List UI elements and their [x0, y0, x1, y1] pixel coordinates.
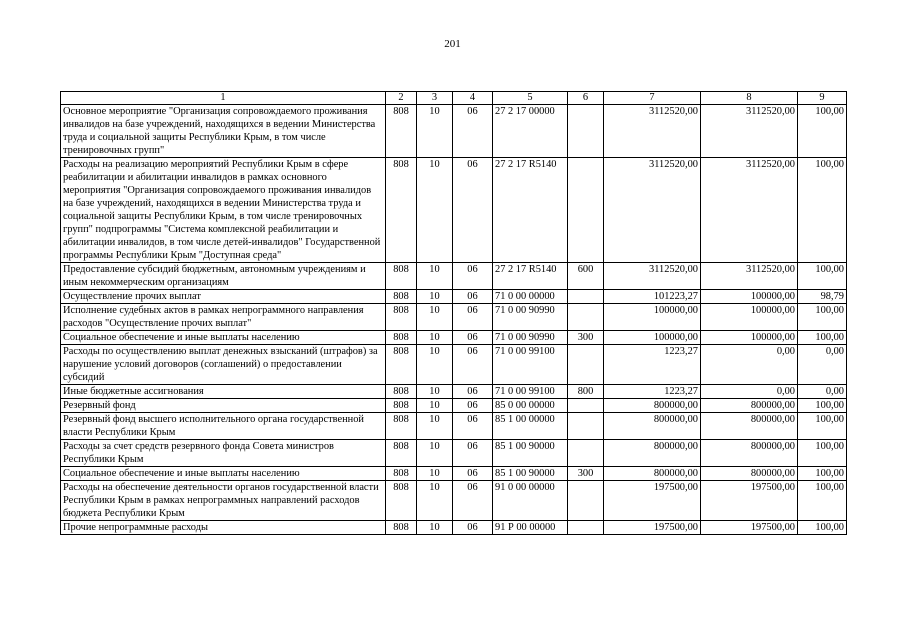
table-row [61, 413, 847, 440]
executed-amount-cell: 3112520,00 [701, 158, 798, 263]
executed-amount-cell: 100000,00 [701, 331, 798, 345]
target-article-cell: 85 0 00 00000 [493, 399, 568, 413]
plan-amount-cell: 101223,27 [604, 290, 701, 304]
section-code-cell: 10 [417, 413, 453, 440]
header-row [61, 92, 847, 105]
table-row [61, 304, 847, 331]
plan-amount-cell: 100000,00 [604, 331, 701, 345]
target-article-cell: 91 0 00 00000 [493, 481, 568, 521]
table-row [61, 467, 847, 481]
plan-amount-cell: 197500,00 [604, 521, 701, 535]
percent-cell: 98,79 [798, 290, 847, 304]
grbs-code-cell: 808 [386, 467, 417, 481]
expense-type-cell [568, 158, 604, 263]
table-body [61, 105, 847, 535]
executed-amount-cell: 800000,00 [701, 467, 798, 481]
expense-type-cell [568, 440, 604, 467]
percent-cell: 100,00 [798, 304, 847, 331]
grbs-code-cell: 808 [386, 413, 417, 440]
column-header: 9 [798, 92, 847, 105]
grbs-code-cell: 808 [386, 105, 417, 158]
table-row [61, 399, 847, 413]
table-row [61, 158, 847, 263]
table-row [61, 331, 847, 345]
executed-amount-cell: 0,00 [701, 385, 798, 399]
plan-amount-cell: 1223,27 [604, 345, 701, 385]
expense-type-cell [568, 345, 604, 385]
section-code-cell: 10 [417, 290, 453, 304]
grbs-code-cell: 808 [386, 304, 417, 331]
row-name-cell: Резервный фонд [61, 399, 386, 413]
grbs-code-cell: 808 [386, 345, 417, 385]
column-header: 5 [493, 92, 568, 105]
target-article-cell: 85 1 00 00000 [493, 413, 568, 440]
executed-amount-cell: 197500,00 [701, 521, 798, 535]
executed-amount-cell: 100000,00 [701, 290, 798, 304]
executed-amount-cell: 800000,00 [701, 413, 798, 440]
executed-amount-cell: 3112520,00 [701, 263, 798, 290]
subsection-code-cell: 06 [453, 331, 493, 345]
executed-amount-cell: 800000,00 [701, 440, 798, 467]
row-name-cell: Исполнение судебных актов в рамках непрограммного направления расходов "Осуществление прочих выплат" [61, 304, 386, 331]
subsection-code-cell: 06 [453, 345, 493, 385]
subsection-code-cell: 06 [453, 290, 493, 304]
section-code-cell: 10 [417, 158, 453, 263]
section-code-cell: 10 [417, 345, 453, 385]
section-code-cell: 10 [417, 440, 453, 467]
target-article-cell: 85 1 00 90000 [493, 467, 568, 481]
target-article-cell: 71 0 00 99100 [493, 345, 568, 385]
table-row [61, 521, 847, 535]
target-article-cell: 71 0 00 90990 [493, 304, 568, 331]
expense-type-cell [568, 105, 604, 158]
table-row [61, 345, 847, 385]
plan-amount-cell: 3112520,00 [604, 158, 701, 263]
grbs-code-cell: 808 [386, 290, 417, 304]
plan-amount-cell: 800000,00 [604, 413, 701, 440]
subsection-code-cell: 06 [453, 440, 493, 467]
row-name-cell: Основное мероприятие "Организация сопровождаемого проживания инвалидов на базе учреждений, находящихся в ведении Министерства труда и социальной защиты Республики Крым, в том числе тренировочных групп" [61, 105, 386, 158]
grbs-code-cell: 808 [386, 399, 417, 413]
table-row [61, 263, 847, 290]
expense-type-cell [568, 413, 604, 440]
row-name-cell: Расходы за счет средств резервного фонда Совета министров Республики Крым [61, 440, 386, 467]
row-name-cell: Прочие непрограммные расходы [61, 521, 386, 535]
subsection-code-cell: 06 [453, 413, 493, 440]
expense-type-cell [568, 304, 604, 331]
table-row [61, 385, 847, 399]
expense-type-cell: 600 [568, 263, 604, 290]
table-row [61, 290, 847, 304]
subsection-code-cell: 06 [453, 263, 493, 290]
grbs-code-cell: 808 [386, 263, 417, 290]
plan-amount-cell: 3112520,00 [604, 263, 701, 290]
subsection-code-cell: 06 [453, 385, 493, 399]
subsection-code-cell: 06 [453, 105, 493, 158]
expense-type-cell: 300 [568, 331, 604, 345]
target-article-cell: 27 2 17 00000 [493, 105, 568, 158]
executed-amount-cell: 800000,00 [701, 399, 798, 413]
percent-cell: 0,00 [798, 345, 847, 385]
budget-table [60, 91, 847, 535]
row-name-cell: Предоставление субсидий бюджетным, автономным учреждениям и иным некоммерческим организациям [61, 263, 386, 290]
expense-type-cell: 300 [568, 467, 604, 481]
grbs-code-cell: 808 [386, 481, 417, 521]
percent-cell: 100,00 [798, 331, 847, 345]
grbs-code-cell: 808 [386, 385, 417, 399]
table-row [61, 105, 847, 158]
section-code-cell: 10 [417, 263, 453, 290]
percent-cell: 100,00 [798, 158, 847, 263]
row-name-cell: Расходы на обеспечение деятельности органов государственной власти Республики Крым в рамках непрограммных направлений расходов бюджета Республики Крым [61, 481, 386, 521]
percent-cell: 100,00 [798, 413, 847, 440]
grbs-code-cell: 808 [386, 331, 417, 345]
target-article-cell: 27 2 17 R5140 [493, 158, 568, 263]
column-header: 3 [417, 92, 453, 105]
subsection-code-cell: 06 [453, 158, 493, 263]
percent-cell: 100,00 [798, 467, 847, 481]
table-row [61, 481, 847, 521]
plan-amount-cell: 800000,00 [604, 467, 701, 481]
target-article-cell: 71 0 00 90990 [493, 331, 568, 345]
grbs-code-cell: 808 [386, 440, 417, 467]
row-name-cell: Социальное обеспечение и иные выплаты населению [61, 467, 386, 481]
subsection-code-cell: 06 [453, 521, 493, 535]
percent-cell: 0,00 [798, 385, 847, 399]
expense-type-cell [568, 521, 604, 535]
subsection-code-cell: 06 [453, 399, 493, 413]
grbs-code-cell: 808 [386, 158, 417, 263]
percent-cell: 100,00 [798, 105, 847, 158]
expense-type-cell [568, 481, 604, 521]
section-code-cell: 10 [417, 331, 453, 345]
row-name-cell: Иные бюджетные ассигнования [61, 385, 386, 399]
row-name-cell: Расходы по осуществлению выплат денежных взысканий (штрафов) за нарушение условий договоров (соглашений) о предоставлении субсидий [61, 345, 386, 385]
executed-amount-cell: 3112520,00 [701, 105, 798, 158]
section-code-cell: 10 [417, 385, 453, 399]
page-number: 201 [444, 38, 461, 50]
target-article-cell: 27 2 17 R5140 [493, 263, 568, 290]
row-name-cell: Осуществление прочих выплат [61, 290, 386, 304]
percent-cell: 100,00 [798, 521, 847, 535]
plan-amount-cell: 1223,27 [604, 385, 701, 399]
row-name-cell: Расходы на реализацию мероприятий Республики Крым в сфере реабилитации и абилитации инвалидов в рамках основного мероприятия "Организация сопровождаемого проживания инвалидов на базе учреждений, находящихся в ведении Министерства труда и социальной защиты Республики Крым, в том числе тренировочных групп" подпрограммы "Система комплексной реабилитации и абилитации инвалидов, в том числе детей-инвалидов" Государственной программы Республики Крым "Доступная среда" [61, 158, 386, 263]
column-header: 6 [568, 92, 604, 105]
executed-amount-cell: 197500,00 [701, 481, 798, 521]
section-code-cell: 10 [417, 467, 453, 481]
section-code-cell: 10 [417, 481, 453, 521]
target-article-cell: 91 Р 00 00000 [493, 521, 568, 535]
section-code-cell: 10 [417, 304, 453, 331]
target-article-cell: 71 0 00 00000 [493, 290, 568, 304]
table-row [61, 440, 847, 467]
subsection-code-cell: 06 [453, 467, 493, 481]
column-header: 2 [386, 92, 417, 105]
column-header: 4 [453, 92, 493, 105]
percent-cell: 100,00 [798, 440, 847, 467]
expense-type-cell [568, 399, 604, 413]
section-code-cell: 10 [417, 521, 453, 535]
target-article-cell: 85 1 00 90000 [493, 440, 568, 467]
section-code-cell: 10 [417, 399, 453, 413]
plan-amount-cell: 800000,00 [604, 399, 701, 413]
column-header: 8 [701, 92, 798, 105]
executed-amount-cell: 0,00 [701, 345, 798, 385]
grbs-code-cell: 808 [386, 521, 417, 535]
plan-amount-cell: 100000,00 [604, 304, 701, 331]
subsection-code-cell: 06 [453, 304, 493, 331]
percent-cell: 100,00 [798, 399, 847, 413]
section-code-cell: 10 [417, 105, 453, 158]
percent-cell: 100,00 [798, 481, 847, 521]
expense-type-cell: 800 [568, 385, 604, 399]
plan-amount-cell: 3112520,00 [604, 105, 701, 158]
row-name-cell: Социальное обеспечение и иные выплаты населению [61, 331, 386, 345]
expense-type-cell [568, 290, 604, 304]
plan-amount-cell: 197500,00 [604, 481, 701, 521]
row-name-cell: Резервный фонд высшего исполнительного органа государственной власти Республики Крым [61, 413, 386, 440]
subsection-code-cell: 06 [453, 481, 493, 521]
executed-amount-cell: 100000,00 [701, 304, 798, 331]
target-article-cell: 71 0 00 99100 [493, 385, 568, 399]
plan-amount-cell: 800000,00 [604, 440, 701, 467]
column-header: 7 [604, 92, 701, 105]
column-header: 1 [61, 92, 386, 105]
percent-cell: 100,00 [798, 263, 847, 290]
